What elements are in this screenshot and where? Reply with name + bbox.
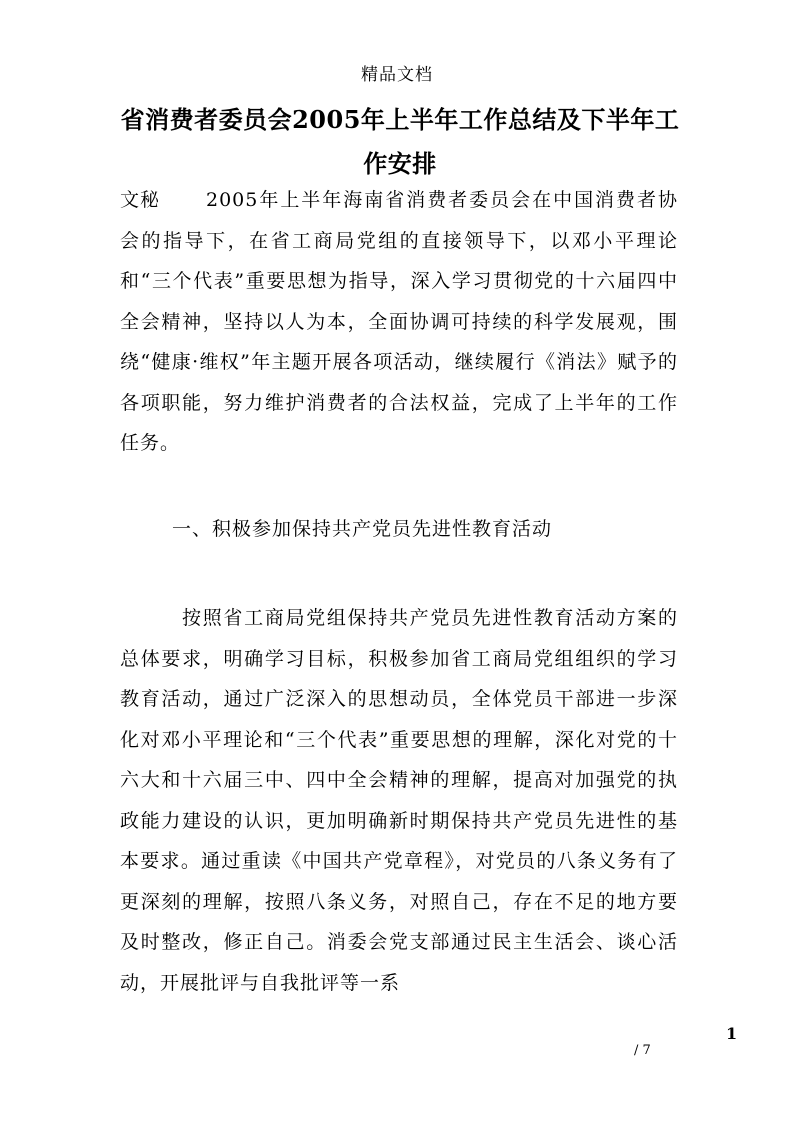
page-number: 1 (726, 1024, 738, 1043)
intro-paragraph (120, 180, 678, 464)
page-total: / 7 (634, 1043, 651, 1058)
section-heading-1: 一、积极参加保持共产党员先进性教育活动 (172, 518, 553, 540)
section-1-paragraph: 按照省工商局党组保持共产党员先进性教育活动方案的总体要求，明确学习目标，积极参加省工商局党组组织的学习教育活动，通过广泛深入的思想动员，全体党员干部进一步深化对邓小平理论和“三个代表”重要思想的理解，深化对党的十六大和十六届三中、四中全会精神的理解，提高对加强党的执政能力建设的认识，更加明确新时期保持共产党员先进性的基本要求。通过重读《中国共产党章程》，对党员的八条义务有了更深刻的理解，按照八条义务，对照自己，存在不足的地方要及时整改，修正自己。消委会党支部通过民主生活会、谈心活动，开展批评与自我批评等一系 (120, 607, 678, 994)
document-header-watermark: 精品文档 (361, 65, 433, 85)
document-title: 省消费者委员会2005年上半年工作总结及下半年工作安排 (120, 105, 680, 178)
intro-label: 文秘 (120, 189, 161, 211)
intro-text: 2005年上半年海南省消费者委员会在中国消费者协会的指导下，在省工商局党组的直接领导下，以邓小平理论和“三个代表”重要思想为指导，深入学习贯彻党的十六届四中全会精神，坚持以人为本，全面协调可持续的科学发展观，围绕“健康·维权”年主题开展各项活动，继续履行《消法》赋予的各项职能，努力维护消费者的合法权益，完成了上半年的工作任务。 (120, 189, 678, 454)
